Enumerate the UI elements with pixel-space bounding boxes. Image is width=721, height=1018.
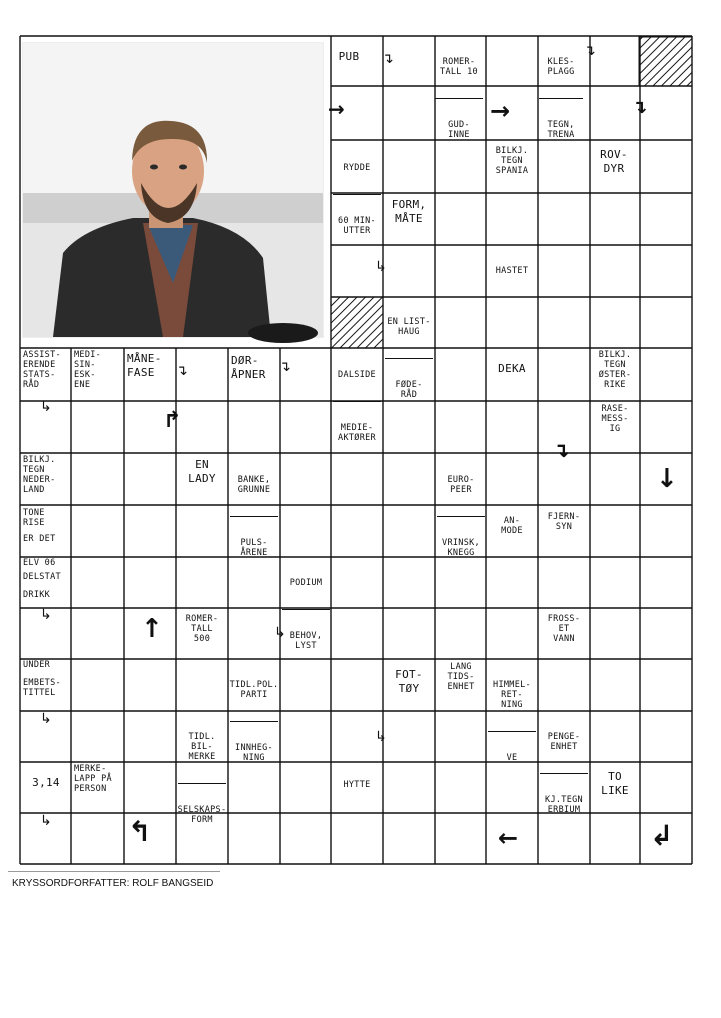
- clue-podium-behov: [280, 558, 332, 651]
- arrow-right-down-icon: ↴: [553, 438, 570, 462]
- clue-deka: DEKA: [498, 362, 526, 375]
- clue-romertall-10-gudinne: [433, 37, 485, 140]
- arrow-right-icon: →: [490, 97, 511, 125]
- clue-dalside: DALSIDE: [338, 370, 376, 380]
- clue-dalside-medieaktorer: [331, 350, 383, 443]
- clue-klesplagg: KLES- PLAGG: [547, 57, 575, 77]
- clue-rydde-60-minutter: [331, 143, 383, 236]
- clue-assisterende-statsrad: ASSIST- ERENDE STATS- RÅD: [23, 350, 61, 390]
- clue-pulsarene: PULS- ÅRENE: [240, 538, 268, 558]
- clue-en-listhaug-foderad: [383, 297, 435, 400]
- clue-dorapner: DØR- ÅPNER: [231, 354, 266, 381]
- credit-divider: [8, 871, 220, 872]
- clue-romertall-10: ROMER- TALL 10: [440, 57, 478, 77]
- clue-vrinsk: VRINSK, KNEGG: [442, 538, 480, 558]
- clue-frosset-vann: FROSS- ET VANN: [547, 614, 581, 644]
- clue-divider: [539, 98, 583, 99]
- clue-bankegrunne-pulsarene: [228, 455, 280, 558]
- clue-embetstittel: EMBETS- TITTEL: [23, 678, 61, 698]
- clue-fjernsyn: FJERN- SYN: [547, 512, 581, 532]
- clue-ve: VE: [506, 753, 518, 763]
- black-cell-middle: [331, 297, 383, 348]
- clue-pub: PUB: [338, 50, 360, 63]
- arrow-down-right-icon: ↳: [40, 607, 52, 623]
- arrow-down-right-icon: ↳: [375, 729, 387, 745]
- clue-gudinne: GUD- INNE: [448, 120, 470, 140]
- arrow-down-right-icon: ↳: [40, 813, 52, 829]
- clue-pengeenhet: PENGE- ENHET: [547, 732, 581, 752]
- clue-foderad: FØDE- RÅD: [395, 380, 423, 400]
- clue-himmelretning-ve: [486, 660, 538, 763]
- author-credit: KRYSSORDFORFATTER: ROLF BANGSEID: [12, 878, 214, 889]
- arrow-right-down-icon: ↴: [176, 363, 188, 379]
- clue-60-minutter: 60 MIN- UTTER: [338, 216, 376, 236]
- clue-hytte: HYTTE: [343, 780, 371, 790]
- arrow-down-icon: ↓: [656, 464, 678, 494]
- clue-divider: [333, 401, 381, 402]
- black-cell-top-right: [639, 37, 692, 86]
- clue-bankegrunne: BANKE, GRUNNE: [237, 475, 271, 495]
- clue-delstat: DELSTAT: [23, 572, 61, 582]
- arrow-down-right-icon: ↳: [274, 625, 286, 641]
- clue-pi: 3,14: [32, 776, 60, 789]
- portrait-photo: [22, 42, 324, 338]
- clue-europeer-vrinsk: [435, 455, 487, 558]
- clue-europeer: EURO- PEER: [447, 475, 475, 495]
- arrow-down-right-icon: ↳: [375, 259, 387, 275]
- clue-tidl-pol-parti-innhegning: [228, 660, 280, 763]
- clue-fottoy: FOT- TØY: [395, 668, 423, 695]
- clue-klesplagg-tegn: [537, 37, 585, 140]
- clue-medieaktorer: MEDIE- AKTØRER: [338, 423, 376, 443]
- clue-elv-06: ELV 06: [23, 558, 56, 568]
- clue-podium: PODIUM: [289, 578, 323, 588]
- clue-romertall-500: ROMER- TALL 500: [185, 614, 219, 644]
- clue-rovdyr: ROV- DYR: [600, 148, 628, 175]
- clue-drikk: DRIKK: [23, 590, 51, 600]
- clue-manefase: MÅNE- FASE: [127, 352, 162, 379]
- arrow-right-down-icon: ↴: [632, 97, 648, 118]
- clue-rydde: RYDDE: [343, 163, 371, 173]
- clue-behov-lyst: BEHOV, LYST: [289, 631, 323, 651]
- arrow-right-icon: →: [328, 97, 345, 121]
- clue-divider: [333, 194, 381, 195]
- arrow-up-right-icon: ↱: [163, 408, 182, 433]
- arrow-down-right-icon: ↴: [584, 43, 596, 59]
- clue-pengeenhet-erbium: [538, 712, 590, 815]
- clue-divider: [282, 609, 330, 610]
- clue-divider: [435, 98, 483, 99]
- arrow-left-icon: ←: [498, 824, 519, 852]
- clue-er-det: ER DET: [23, 534, 56, 544]
- clue-tidl-bilmerke-selskapsform: [176, 712, 228, 825]
- clue-lang-tidsenhet: LANG TIDS- ENHET: [447, 662, 475, 692]
- clue-rasemessig: RASE- MESS- IG: [601, 404, 629, 434]
- arrow-down-right-icon: ↳: [40, 711, 52, 727]
- clue-en-listhaug: EN LIST- HAUG: [387, 317, 431, 337]
- clue-kj-tegn-erbium: KJ.TEGN ERBIUM: [545, 795, 583, 815]
- arrow-down-right-icon: ↴: [382, 51, 394, 67]
- clue-hastet: HASTET: [495, 266, 529, 276]
- clue-tonerise: TONE RISE: [23, 508, 45, 528]
- clue-divider: [540, 773, 588, 774]
- clue-innhegning: INNHEG- NING: [235, 743, 273, 763]
- arrow-down-right-icon: ↳: [40, 399, 52, 415]
- arrow-right-down-icon: ↴: [279, 359, 291, 375]
- clue-tidl-pol-parti: TIDL.POL. PARTI: [229, 680, 279, 700]
- clue-selskapsform: SELSKAPS- FORM: [177, 805, 227, 825]
- clue-tegn-trena: TEGN, TRENA: [547, 120, 575, 140]
- clue-under: UNDER: [23, 660, 51, 670]
- clue-en-lady: EN LADY: [188, 458, 216, 485]
- clue-bilkj-spania: BILKJ. TEGN SPANIA: [495, 146, 529, 176]
- arrow-up-left-icon: ↰: [128, 815, 152, 848]
- clue-anmode: AN- MODE: [501, 516, 523, 536]
- clue-himmelretning: HIMMEL- RET- NING: [493, 680, 531, 710]
- arrow-down-left-icon: ↲: [650, 819, 674, 852]
- clue-bilkj-nederland: BILKJ. TEGN NEDER- LAND: [23, 455, 56, 495]
- clue-divider: [488, 731, 536, 732]
- clue-divider: [230, 721, 278, 722]
- clue-divider: [385, 358, 433, 359]
- clue-divider: [437, 516, 485, 517]
- clue-bilkj-osterrike: BILKJ. TEGN ØSTER- RIKE: [598, 350, 632, 390]
- clue-tidl-bilmerke: TIDL. BIL- MERKE: [188, 732, 216, 762]
- clue-medisineskene: MEDI- SIN- ESK- ENE: [74, 350, 102, 390]
- clue-merkelapp: MERKE- LAPP PÅ PERSON: [74, 764, 112, 794]
- arrow-up-icon: ↑: [141, 614, 163, 644]
- clue-form-mate: FORM, MÅTE: [391, 198, 427, 225]
- clue-divider: [230, 516, 278, 517]
- portrait-image: [23, 43, 323, 337]
- clue-to-like: TO LIKE: [601, 770, 629, 797]
- clue-divider: [178, 783, 226, 784]
